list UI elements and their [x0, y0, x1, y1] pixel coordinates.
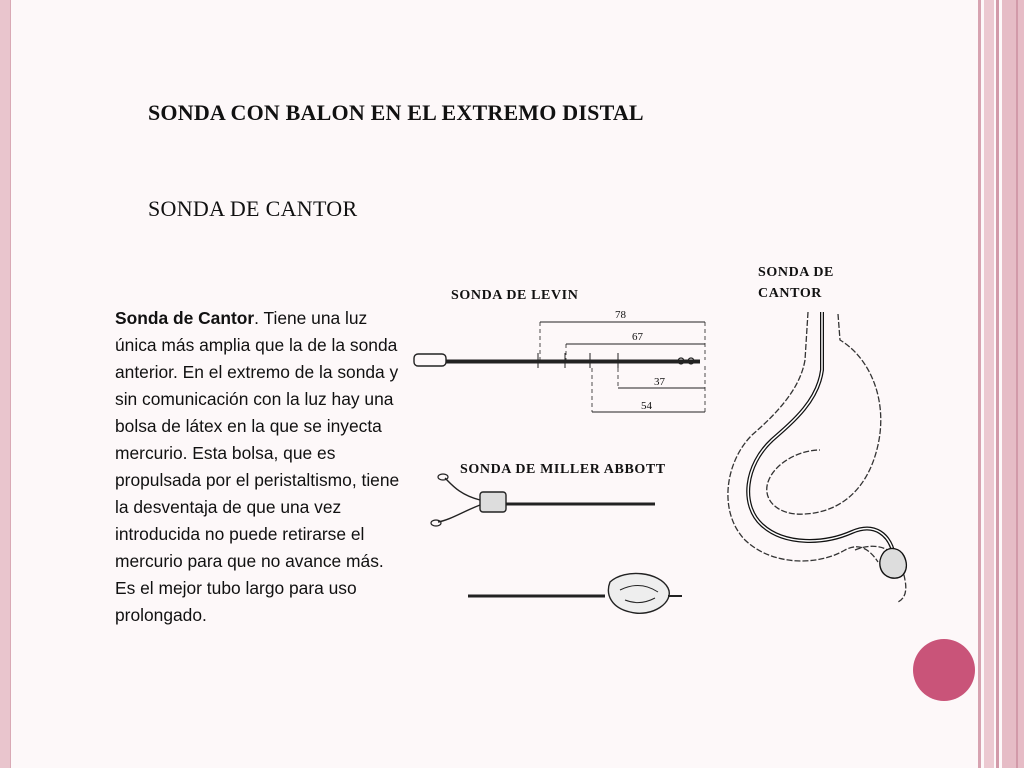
left-decorative-bar: [0, 0, 11, 768]
levin-label: SONDA DE LEVIN: [451, 288, 579, 303]
slide-subtitle: SONDA DE CANTOR: [148, 196, 358, 221]
border-stripe: [978, 0, 981, 768]
accent-circle: [913, 639, 975, 701]
levin-mark-37: 37: [654, 376, 665, 388]
levin-mark-78: 78: [615, 309, 626, 321]
border-stripe: [996, 0, 999, 768]
levin-tube-drawing: [414, 322, 705, 412]
cantor-tube-drawing: [748, 312, 906, 578]
slide-title: SONDA CON BALON EN EL EXTREMO DISTAL: [148, 100, 644, 125]
border-stripe: [1002, 0, 1024, 768]
body-bold-term: Sonda de Cantor: [115, 308, 255, 328]
miller-abbott-label: SONDA DE MILLER ABBOTT: [460, 462, 666, 477]
tubes-illustration: [400, 250, 920, 640]
levin-mark-54: 54: [641, 400, 652, 412]
border-stripe: [1016, 0, 1018, 768]
cantor-label-line2: CANTOR: [758, 286, 823, 301]
body-description: . Tiene una luz única más amplia que la de la sonda anterior. En el extremo de la sonda y sin comunicación con la luz hay una bolsa de látex en la que se inyecta mercurio. Esta bolsa, que es propulsada por el peristaltismo, tiene la desventaja de que una vez introducida no puede retirarse el mercurio para que no avance más. Es el mejor tubo largo para uso prolongado.: [115, 308, 400, 625]
body-paragraph: [115, 305, 405, 629]
levin-mark-67: 67: [632, 331, 643, 343]
border-stripe: [984, 0, 994, 768]
right-decorative-border: [978, 0, 1024, 768]
cantor-label-line1: SONDA DE: [758, 265, 834, 280]
miller-abbott-tube-drawing: [431, 474, 682, 613]
stomach-outline-drawing: [728, 312, 906, 602]
